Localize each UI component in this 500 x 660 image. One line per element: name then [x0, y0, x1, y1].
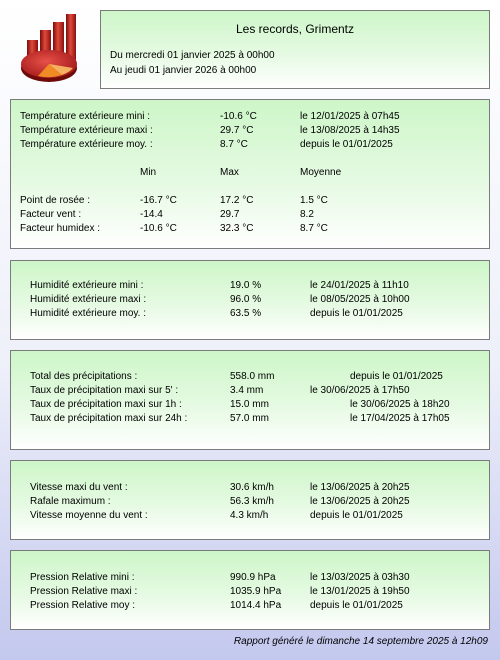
derived-row: [11, 195, 489, 207]
record-row: [11, 371, 489, 383]
record-row: [11, 413, 489, 425]
record-value: 4.3 km/h: [230, 510, 269, 521]
column-header-min: Min: [140, 167, 157, 178]
record-row: [11, 399, 489, 411]
record-label: Température extérieure maxi :: [20, 125, 153, 136]
record-label: Rafale maximum :: [30, 496, 111, 507]
record-row: [11, 482, 489, 494]
record-date: depuis le 01/01/2025: [310, 600, 403, 611]
derived-label: Facteur humidex :: [20, 223, 101, 234]
record-value: 96.0 %: [230, 294, 262, 305]
record-value: 1035.9 hPa: [230, 586, 282, 597]
derived-avg: 1.5 °C: [300, 195, 328, 206]
record-label: Vitesse moyenne du vent :: [30, 510, 148, 521]
record-label: Humidité extérieure mini :: [30, 280, 144, 291]
record-label: Taux de précipitation maxi sur 5' :: [30, 385, 179, 396]
record-label: Vitesse maxi du vent :: [30, 482, 128, 493]
record-value: 56.3 km/h: [230, 496, 274, 507]
record-label: Humidité extérieure maxi :: [30, 294, 147, 305]
bar-chart-pie-icon: [18, 14, 84, 84]
record-date: le 13/01/2025 à 19h50: [310, 586, 410, 597]
derived-avg: 8.7 °C: [300, 223, 328, 234]
derived-label: Point de rosée :: [20, 195, 91, 206]
record-value: 29.7 °C: [220, 125, 254, 136]
record-value: 30.6 km/h: [230, 482, 274, 493]
record-date: le 13/03/2025 à 03h30: [310, 572, 410, 583]
record-date: le 08/05/2025 à 10h00: [310, 294, 410, 305]
header-panel: [100, 10, 490, 89]
record-date: depuis le 01/01/2025: [310, 510, 403, 521]
record-value: 57.0 mm: [230, 413, 269, 424]
record-value: 558.0 mm: [230, 371, 275, 382]
record-date: le 12/01/2025 à 07h45: [300, 111, 400, 122]
pressure-panel: [10, 550, 490, 630]
record-row: [11, 586, 489, 598]
record-date: le 13/08/2025 à 14h35: [300, 125, 400, 136]
record-row: [11, 125, 489, 137]
record-value: 3.4 mm: [230, 385, 264, 396]
period-end: Au jeudi 01 janvier 2026 à 00h00: [110, 65, 257, 76]
record-value: 1014.4 hPa: [230, 600, 282, 611]
record-value: 990.9 hPa: [230, 572, 276, 583]
record-label: Pression Relative maxi :: [30, 586, 138, 597]
record-row: [11, 294, 489, 306]
humidity-panel: [10, 260, 490, 340]
record-value: 8.7 °C: [220, 139, 248, 150]
derived-min: -14.4: [140, 209, 163, 220]
record-label: Pression Relative moy :: [30, 600, 136, 611]
record-label: Température extérieure mini :: [20, 111, 151, 122]
record-value: 63.5 %: [230, 308, 262, 319]
record-label: Pression Relative mini :: [30, 572, 135, 583]
record-date: le 30/06/2025 à 17h50: [310, 385, 410, 396]
record-row: [11, 111, 489, 123]
derived-avg: 8.2: [300, 209, 314, 220]
record-label: Taux de précipitation maxi sur 24h :: [30, 413, 188, 424]
record-row: [11, 572, 489, 584]
derived-row: [11, 209, 489, 221]
record-row: [11, 308, 489, 320]
record-date: le 24/01/2025 à 11h10: [310, 280, 409, 291]
record-value: 15.0 mm: [230, 399, 269, 410]
record-label: Humidité extérieure moy. :: [30, 308, 146, 319]
record-row: [11, 280, 489, 292]
record-label: Taux de précipitation maxi sur 1h :: [30, 399, 182, 410]
record-date: depuis le 01/01/2025: [350, 371, 443, 382]
temperature-panel: [10, 99, 490, 249]
wind-panel: [10, 460, 490, 540]
record-row: [11, 496, 489, 508]
column-header-avg: Moyenne: [300, 167, 342, 178]
period-start: Du mercredi 01 janvier 2025 à 00h00: [110, 50, 275, 61]
precipitation-panel: [10, 350, 490, 450]
record-date: le 17/04/2025 à 17h05: [350, 413, 450, 424]
record-row: [11, 510, 489, 522]
record-date: depuis le 01/01/2025: [310, 308, 403, 319]
record-label: Total des précipitations :: [30, 371, 138, 382]
record-date: depuis le 01/01/2025: [300, 139, 393, 150]
column-headers: [11, 167, 489, 179]
report-footer: Rapport généré le dimanche 14 septembre 2025 à 12h09: [233, 636, 488, 647]
derived-max: 32.3 °C: [220, 223, 254, 234]
record-row: [11, 385, 489, 397]
derived-min: -16.7 °C: [140, 195, 177, 206]
record-date: le 13/06/2025 à 20h25: [310, 496, 410, 507]
derived-label: Facteur vent :: [20, 209, 82, 220]
record-row: [11, 600, 489, 612]
record-row: [11, 139, 489, 151]
record-value: 19.0 %: [230, 280, 262, 291]
derived-max: 29.7: [220, 209, 240, 220]
record-date: le 30/06/2025 à 18h20: [350, 399, 450, 410]
derived-row: [11, 223, 489, 235]
derived-max: 17.2 °C: [220, 195, 254, 206]
column-header-max: Max: [220, 167, 239, 178]
record-value: -10.6 °C: [220, 111, 257, 122]
record-date: le 13/06/2025 à 20h25: [310, 482, 410, 493]
derived-min: -10.6 °C: [140, 223, 177, 234]
record-label: Température extérieure moy. :: [20, 139, 153, 150]
page-title: Les records, Grimentz: [235, 22, 355, 36]
